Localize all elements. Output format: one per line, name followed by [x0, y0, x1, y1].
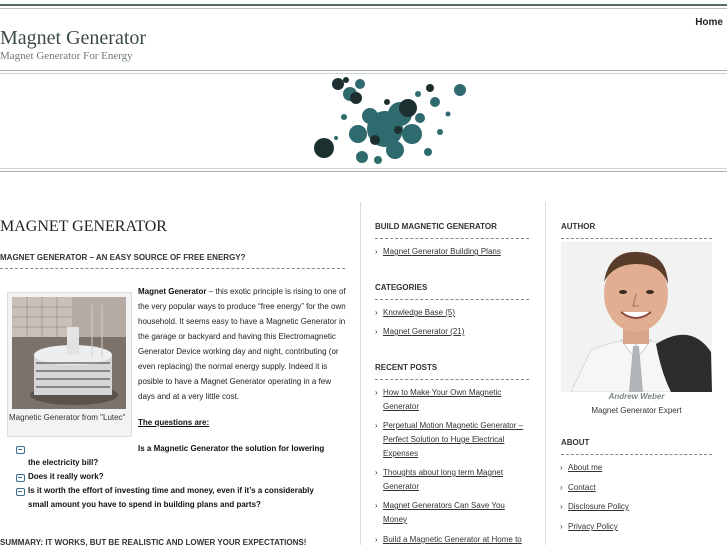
- question-3a: Is it worth the effort of investing time and money, even if it’s a considerably: [28, 486, 314, 495]
- post-title-divider: [0, 268, 345, 269]
- post-image-caption: Magnetic Generator from "Lutec": [9, 413, 126, 422]
- recent-post-4-line1: Magnet Generators Can Save You: [383, 501, 505, 510]
- post-image-frame: [7, 292, 132, 437]
- recent-post-2-line1: Perpetual Motion Magnetic Generator –: [383, 421, 524, 430]
- privacy-policy-link[interactable]: › Privacy Policy: [568, 520, 618, 534]
- site-title[interactable]: Magnet Generator: [0, 27, 147, 49]
- recent-post-1-line2: Generator: [383, 402, 420, 411]
- post-subtitle[interactable]: MAGNET GENERATOR – AN EASY SOURCE OF FREE ENERGY?: [0, 253, 246, 262]
- post-intro-paragraph: [138, 284, 346, 404]
- author-name: Andrew Weber: [608, 392, 665, 401]
- questions-label: [138, 418, 209, 427]
- build-link-plans[interactable]: › Magnet Generator Building Plans: [383, 245, 501, 259]
- author-avatar: [561, 242, 712, 392]
- recent-post-2[interactable]: [383, 419, 533, 461]
- recent-post-2-line2: Perfect Solution to Huge Electrical: [383, 435, 505, 444]
- bullet-arrow-icon: [16, 474, 25, 482]
- recent-post-3-line2: Generator: [383, 482, 420, 491]
- build-divider: [375, 238, 529, 239]
- header-rule-top: [0, 70, 727, 71]
- top-rule-thin: [0, 8, 727, 9]
- column-divider-1: [360, 202, 361, 545]
- bullet-arrow-icon: [16, 488, 25, 496]
- category-magnet-generator[interactable]: › Magnet Generator (21): [383, 325, 464, 339]
- recent-posts-heading: RECENT POSTS: [375, 363, 438, 372]
- author-role: Magnet Generator Expert: [591, 406, 682, 415]
- question-1b: the electricity bill?: [28, 458, 99, 467]
- author-heading: AUTHOR: [561, 222, 596, 231]
- about-divider: [561, 454, 712, 455]
- recent-post-1-line1: How to Make Your Own Magnetic: [383, 388, 502, 397]
- categories-divider: [375, 299, 529, 300]
- intro-bold-term: Magnet Generator: [138, 287, 207, 296]
- categories-heading: CATEGORIES: [375, 283, 428, 292]
- recent-post-2-line3: Expenses: [383, 449, 419, 458]
- question-1a: Is a Magnetic Generator the solution for lowering: [138, 444, 325, 453]
- magnetic-generator-photo[interactable]: [12, 297, 126, 409]
- nav-home-link[interactable]: Home: [695, 17, 723, 28]
- about-heading: ABOUT: [561, 438, 590, 447]
- build-heading: BUILD MAGNETIC GENERATOR: [375, 222, 497, 231]
- contact-link[interactable]: › Contact: [568, 481, 596, 495]
- recent-post-3[interactable]: [383, 466, 533, 494]
- questions-label-text: The questions are: [138, 418, 207, 427]
- recent-post-4[interactable]: [383, 499, 533, 527]
- disclosure-policy-link[interactable]: › Disclosure Policy: [568, 500, 629, 514]
- author-divider: [561, 238, 712, 239]
- question-3b: small amount you have to spend in building plans and parts?: [28, 500, 261, 509]
- category-knowledge-base[interactable]: › Knowledge Base (5): [383, 306, 455, 320]
- recent-post-5-line1: Build a Magnetic Generator at Home to: [383, 535, 522, 544]
- recent-post-3-line1: Thoughts about long term Magnet: [383, 468, 504, 477]
- about-me-link[interactable]: › About me: [568, 461, 602, 475]
- bullet-arrow-icon: [16, 446, 25, 454]
- recent-posts-divider: [375, 379, 529, 380]
- page-title: MAGNET GENERATOR: [0, 218, 167, 235]
- question-2: Does it really work?: [28, 472, 104, 481]
- recent-post-4-line2: Money: [383, 515, 408, 524]
- intro-text: – this exotic principle is rising to one of the very popular ways to produce “free energy” for the own household. It seems easy to have a Magnetic Generator in the garage or backyard and having this Electromagnetic Generator Device working day and night, contributing (or even replacing) the normal energy supply. Indeed it is posible to have a Magnet Generator operating in a few days and at a very little cost.: [138, 287, 346, 401]
- top-rule: [0, 4, 727, 6]
- questions-label-colon: :: [206, 418, 210, 427]
- header-rule-bottom: [0, 168, 727, 169]
- ink-splash-banner: [300, 72, 470, 168]
- site-tagline: Magnet Generator For Energy: [0, 50, 133, 62]
- recent-post-1[interactable]: [383, 386, 533, 414]
- column-divider-2: [545, 202, 546, 545]
- summary-heading: SUMMARY: IT WORKS, BUT BE REALISTIC AND LOWER YOUR EXPECTATIONS!: [0, 538, 307, 547]
- header-rule-bottom-2: [0, 171, 727, 172]
